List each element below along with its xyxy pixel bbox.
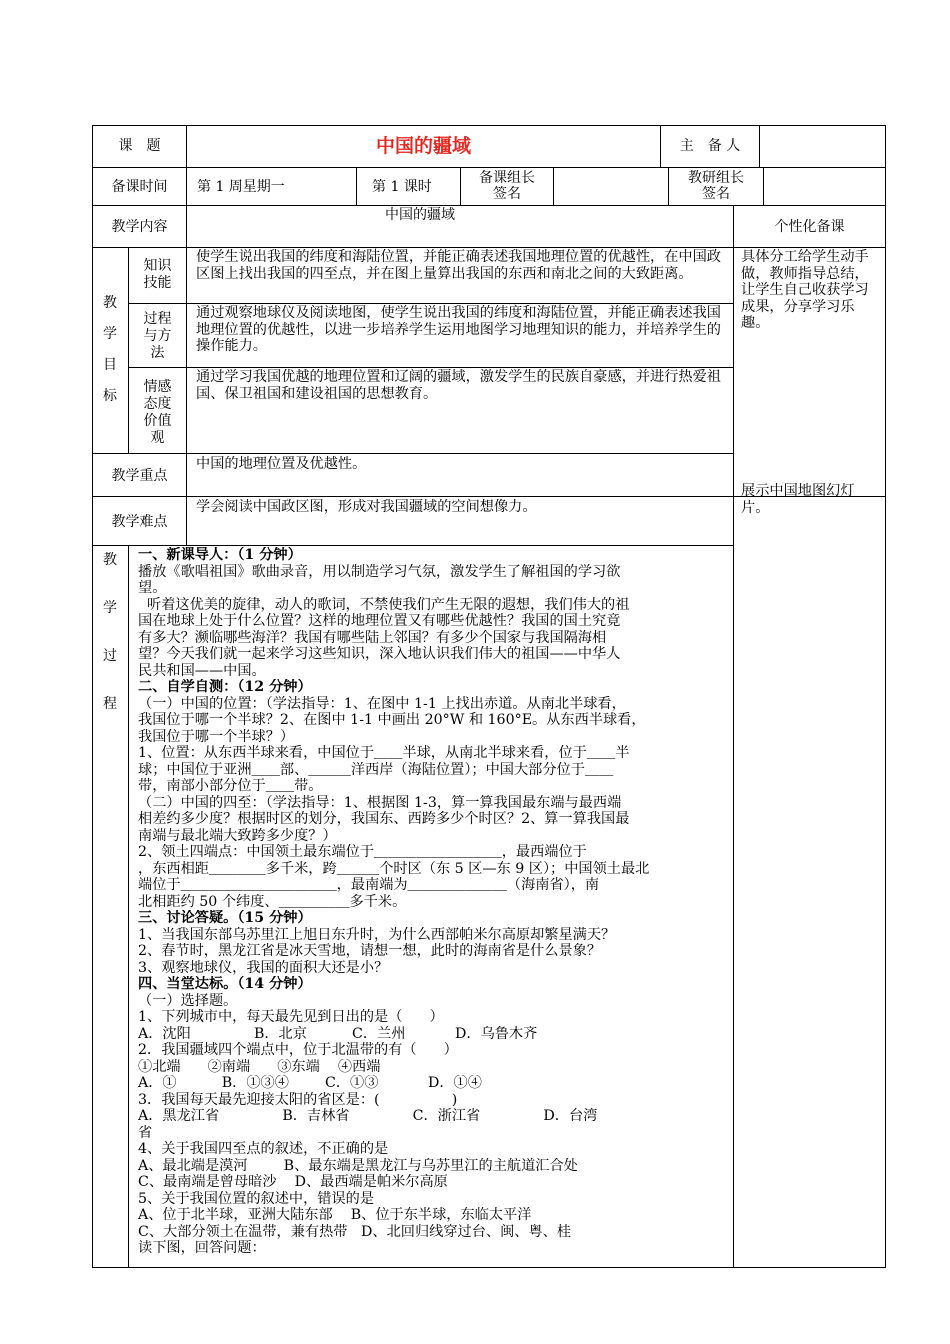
process-content <box>138 547 726 1257</box>
process-line: 我国位于哪一个半球？） <box>138 728 295 745</box>
process-line: 望？今天我们就一起来学习这些知识，深入地认识我们伟大的祖国——中华人 <box>138 646 621 662</box>
process-line: 3．我国每天最先迎接太阳的省区是：( ) <box>138 1091 458 1108</box>
process-line: ，东西相距＿＿＿＿多千米，跨＿＿＿个时区（东 5 区—东 9 区）；中国领土最北 <box>138 860 650 877</box>
process-line: C、最南端是曾母暗沙 D、最西端是帕米尔高原 <box>138 1174 448 1190</box>
table-border-bottom <box>92 1267 886 1268</box>
process-line: 球；中国位于亚洲＿＿部、＿＿＿洋西岸（海陆位置）；中国大部分位于＿＿ <box>138 761 614 778</box>
col-divider <box>356 167 357 205</box>
process-line: 2、春节时，黑龙江省是冰天雪地，请想一想，此时的海南省是什么景象？ <box>138 943 602 959</box>
row-divider <box>92 247 886 248</box>
process-line: 1、位置：从东西半球来看，中国位于＿＿半球，从南北半球来看，位于＿＿半 <box>138 745 630 761</box>
table-border-top <box>92 125 886 126</box>
table-border-left <box>92 125 93 1268</box>
col-divider <box>759 125 760 167</box>
process-line: A．黑龙江省 B．吉林省 C．浙江省 D．台湾 <box>138 1108 598 1124</box>
process-char: 程 <box>103 696 117 712</box>
process-char: 教 <box>103 552 117 568</box>
process-line: A．沈阳 B．北京 C．兰州 D．乌鲁木齐 <box>138 1025 538 1042</box>
process-line: 民共和国——中国。 <box>138 662 266 679</box>
process-line: 省 <box>138 1124 153 1141</box>
knowledge-skills-label: 知识 技能 <box>143 258 172 291</box>
process-line: 北相距约 50 个纬度、＿＿＿＿＿多千米。 <box>138 893 407 910</box>
week-value: 第 1 周星期一 <box>197 179 285 195</box>
key-points-label: 教学重点 <box>111 468 168 484</box>
process-line: 4、关于我国四至点的叙述，不正确的是 <box>138 1141 389 1157</box>
table-border-right <box>885 125 886 1268</box>
process-line: （一）选择题。 <box>138 992 238 1009</box>
row-divider <box>128 303 733 304</box>
lesson-title: 中国的疆域 <box>375 135 471 157</box>
personal-note-objectives: 具体分工给学生动手做，教师指导总结，让学生自己收获学习成果，分享学习乐趣。 <box>741 249 869 332</box>
col-divider <box>553 167 554 205</box>
row-divider <box>92 545 733 546</box>
objectives-vertical-label <box>100 292 120 416</box>
process-line: 2、领土四端点：中国领土最东端位于＿＿＿＿＿＿＿＿＿，最西端位于 <box>138 844 587 860</box>
objectives-char: 标 <box>103 388 117 404</box>
process-section-heading: 二、自学自测：（12 分钟） <box>138 679 312 695</box>
emotion-values-text: 通过学习我国优越的地理位置和辽阔的疆域，激发学生的民族自豪感，并进行热爱祖国、保卫祖国和建设祖国的思想教育。 <box>196 369 721 402</box>
process-line: 播放《歌唱祖国》歌曲录音，用以制造学习气氛，激发学生了解祖国的学习欲 <box>138 563 621 580</box>
content-label: 教学内容 <box>111 219 168 235</box>
research-leader-sign-label: 教研组长 签名 <box>688 170 744 202</box>
personal-note-key-points: 展示中国地图幻灯片。 <box>741 483 855 516</box>
process-line: （一）中国的位置：（学法指导：1、在图中 1-1 上找出赤道。从南北半球看， <box>138 695 626 712</box>
col-divider <box>186 125 187 453</box>
process-line: 国在地球上处于什么位置？这样的地理位置又有哪些优越性？我国的国土究竟 <box>138 613 621 629</box>
process-line: ①北端 ②南端 ③东端 ④西端 <box>138 1058 381 1075</box>
content-value: 中国的疆域 <box>385 207 455 223</box>
prep-time-label: 备课时间 <box>111 179 168 195</box>
objectives-char: 教 <box>103 295 117 311</box>
row-divider <box>92 453 733 454</box>
personal-prep-label: 个性化备课 <box>774 219 845 235</box>
process-section-heading: 一、新课导人：（1 分钟） <box>138 547 302 563</box>
process-line: 2．我国疆域四个端点中，位于北温带的有（ ） <box>138 1042 458 1058</box>
group-leader-sign-label: 备课组长 签名 <box>479 170 535 202</box>
process-line: 相差约多少度？根据时区的划分，我国东、西跨多少个时区？2、算一算我国最 <box>138 811 630 827</box>
process-line: 有多大？濒临哪些海洋？我国有哪些陆上邻国？有多少个国家与我国隔海相 <box>138 629 607 646</box>
process-line: 3、观察地球仪，我国的面积大还是小？ <box>138 959 389 976</box>
process-line: A．① B．①③④ C．①③ D．①④ <box>138 1075 482 1091</box>
col-divider <box>763 167 764 205</box>
process-methods-label: 过程 与方 法 <box>143 311 172 361</box>
difficulties-label: 教学难点 <box>111 514 168 530</box>
row-divider <box>128 367 733 368</box>
key-points-text: 中国的地理位置及优越性。 <box>196 456 367 472</box>
preparer-label: 主 备 人 <box>679 138 741 154</box>
process-char: 学 <box>103 600 117 616</box>
knowledge-skills-text: 使学生说出我国的纬度和海陆位置，并能正确表述我国地理位置的优越性，在中国政区图上找出我国的四至点，并在图上量算出我国的东西和南北之间的大致距离。 <box>196 249 721 282</box>
col-divider <box>733 205 734 1267</box>
topic-label: 课 题 <box>118 138 161 154</box>
process-line: （二）中国的四至：（学法指导：1、根据图 1-3，算一算我国最东端与最西端 <box>138 794 622 811</box>
col-divider <box>128 545 129 1267</box>
process-methods-text: 通过观察地球仪及阅读地图，使学生说出我国的纬度和海陆位置，并能正确表述我国地理位置的优越性，以进一步培养学生运用地图学习地理知识的能力，并培养学生的操作能力。 <box>196 305 721 355</box>
col-divider <box>186 453 187 545</box>
process-vertical-label <box>100 549 120 741</box>
process-line: 5、关于我国位置的叙述中，错误的是 <box>138 1190 375 1207</box>
difficulties-text: 学会阅读中国政区图，形成对我国疆域的空间想像力。 <box>196 499 537 515</box>
process-line: 读下图，回答问题： <box>138 1240 266 1256</box>
process-line: 望。 <box>138 580 167 596</box>
process-line: 南端与最北端大致跨多少度？） <box>138 827 337 844</box>
row-divider <box>92 167 886 168</box>
process-line: 1、当我国东部乌苏里江上旭日东升时，为什么西部帕米尔高原却繁星满天？ <box>138 926 616 943</box>
process-line: 1、下列城市中，每天最先见到日出的是（ ） <box>138 1009 444 1025</box>
process-line: C、大部分领土在温带，兼有热带 D、北回归线穿过台、闽、粤、桂 <box>138 1223 572 1240</box>
process-line: A、位于北半球，亚洲大陆东部 B、位于东半球，东临太平洋 <box>138 1207 532 1223</box>
process-line: 我国位于哪一个半球？2、在图中 1-1 中画出 20°W 和 160°E。从东西半球看， <box>138 712 646 728</box>
emotion-values-label: 情感 态度 价值 观 <box>143 379 172 446</box>
process-line: A、最北端是漠河 B、最东端是黑龙江与乌苏里江的主航道汇合处 <box>138 1157 578 1174</box>
process-line: 端位于＿＿＿＿＿＿＿＿＿＿＿，最南端为＿＿＿＿＿＿＿（海南省），南 <box>138 877 600 893</box>
process-line: 听着这优美的旋律，动人的歌词，不禁使我们产生无限的遐想，我们伟大的祖 <box>138 596 630 613</box>
objectives-char: 目 <box>103 357 117 373</box>
process-line: 带，南部小部分位于＿＿带。 <box>138 778 323 794</box>
row-divider <box>92 205 886 206</box>
process-section-heading: 四、当堂达标。（14 分钟） <box>138 976 312 992</box>
period-value: 第 1 课时 <box>372 179 432 195</box>
process-section-heading: 三、讨论答疑。（15 分钟） <box>138 910 312 926</box>
objectives-char: 学 <box>103 326 117 342</box>
process-char: 过 <box>103 648 117 664</box>
